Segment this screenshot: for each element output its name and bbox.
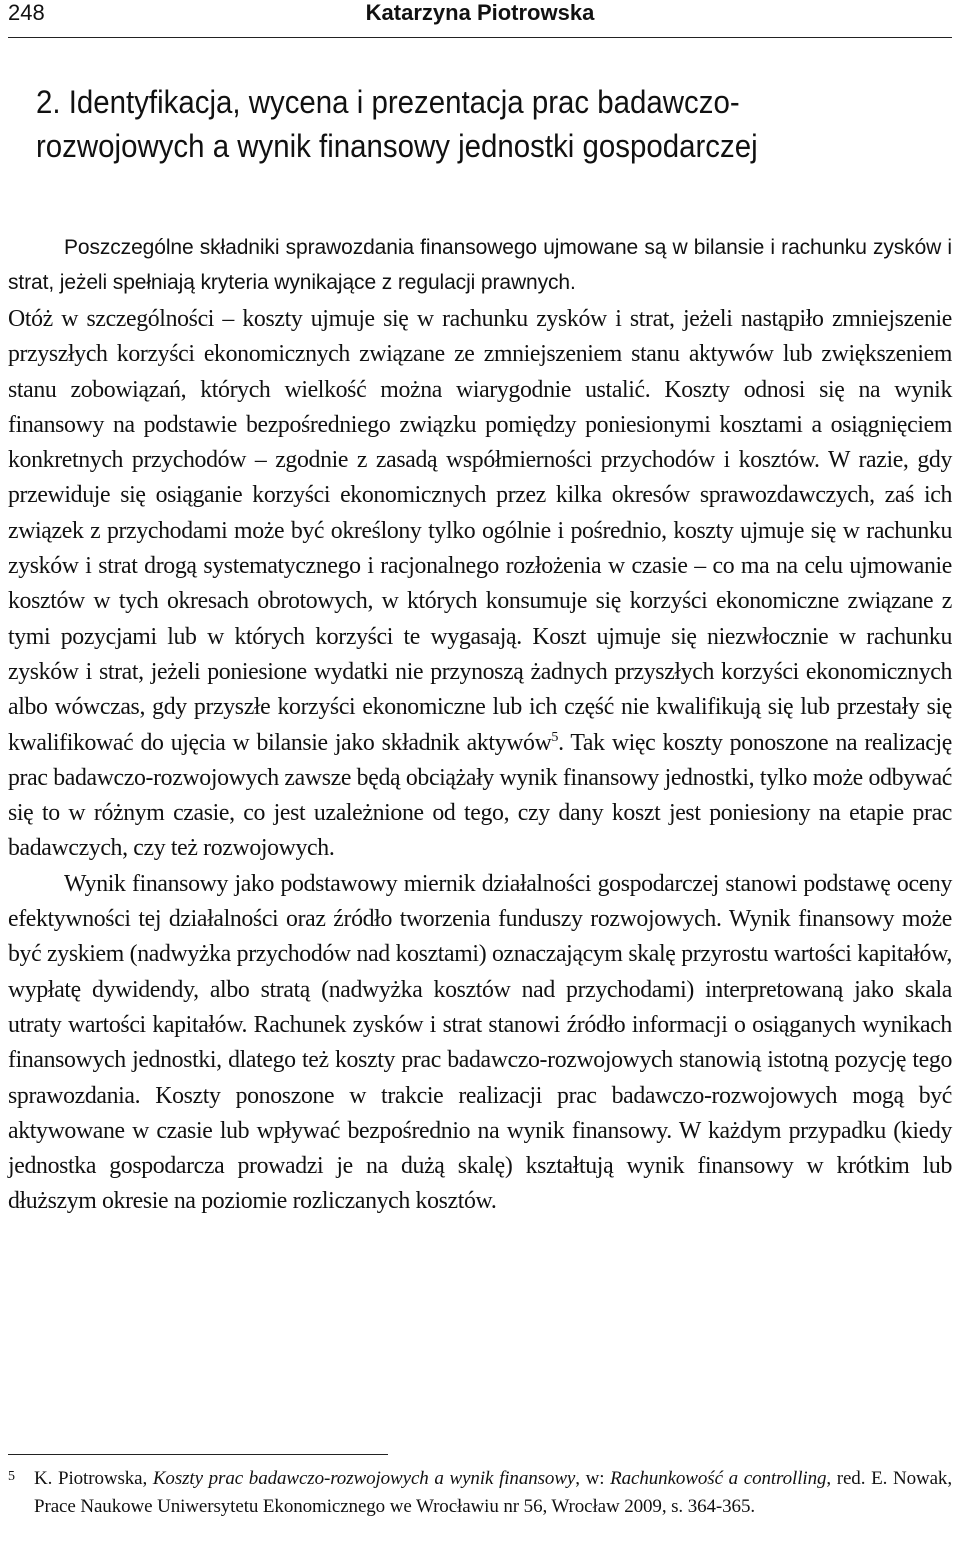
footnote-number: 5: [8, 1469, 15, 1484]
page-header: [8, 0, 952, 28]
paragraph-1-continuation: . Tak więc koszty ponoszone na realizację prac badawczo-rozwojowych zawsze będą obciążały wynik finansowy jednostki, tylko może odbywać się to w różnym czasie, co jest uzależnione od tego, czy dany koszt jest poniesiony na etapie prac badawczych, czy też rozwojowych.: [8, 729, 952, 862]
footnote-in: , w:: [575, 1468, 611, 1489]
footnote-text: [34, 1465, 952, 1521]
paragraph-1-text: Otóż w szczególności – koszty ujmuje się w rachunku zysków i strat, jeżeli nastąpiło zmniejszenie przyszłych korzyści ekonomicznych związane ze zmniejszeniem stanu aktywów lub zwiększeniem stanu zobowiązań, których wielkość można wiarygodnie ustalić. Koszty odnosi się na wynik finansowy na podstawie bezpośredniego związku pomiędzy poniesionymi kosztami a osiągnięciem konkretnych przychodów – zgodnie z zasadą współmierności przychodów i kosztów. W razie, gdy przewiduje się osiąganie korzyści ekonomicznych przez kilka okresów sprawozdawczych, zaś ich związek z przychodami może być określony tylko ogólnie i pośrednio, koszty ujmuje się w rachunku zysków i strat drogą systematycznego i racjonalnego rozłożenia w czasie – co ma na celu ujmowanie kosztów w tych okresach obrotowych, w których konsumuje się korzyści ekonomiczne związane z tymi pozycjami lub w których korzyści te wygasają. Koszt ujmuje się niezwłocznie w rachunku zysków i strat, jeżeli poniesione wydatki nie przynoszą żadnych przyszłych korzyści ekonomicznych albo wówczas, gdy przyszłe korzyści ekonomiczne lub ich część nie kwalifikują się lub przestały się kwalifikować do ujęcia w bilansie jako składnik aktywów: [8, 306, 952, 756]
paragraph-2: Wynik finansowy jako podstawowy miernik działalności gospodarczej stanowi podstawę oceny efektywności tej działalności oraz źródło tworzenia funduszy rozwojowych. Wynik finansowy może być zyskiem (nadwyżka przychodów nad kosztami) oznaczającym skalę przyrostu wartości kapitałów, wypłatę dywidendy, albo stratą (nadwyżka kosztów nad przychodami) interpretowaną jako skala utraty wartości kapitałów. Rachunek zysków i strat stanowi źródło informacji o osiąganych wynikach finansowych jednostki, dlatego też koszty prac badawczo-rozwojowych stanowią istotną pozycję tego sprawozdania. Koszty ponoszone w trakcie realizacji prac badawczo-rozwojowych mogą być aktywowane w czasie lub wpływać bezpośrednio na wynik finansowy. W każdym przypadku (kiedy jednostka gospodarcza prowadzi je na dużą skalę) kształtują wynik finansowy w krótkim lub dłuższym okresie na poziomie rozliczanych kosztów.: [8, 870, 952, 1215]
footnote-rest: , red. E. Nowak, Prace Naukowe Uniwersytetu Ekonomicznego we Wrocławiu nr 56, Wrocław 2009, s. 364-365.: [34, 1468, 952, 1517]
header-rule: [8, 37, 952, 38]
running-head: Katarzyna Piotrowska: [365, 0, 595, 25]
footnote-title: Koszty prac badawczo-rozwojowych a wynik finansowy: [152, 1468, 576, 1489]
footnote: [8, 1465, 952, 1521]
footnote-rule: [8, 1454, 388, 1455]
footnote-author: K. Piotrowska,: [34, 1468, 153, 1489]
paragraph-intro: Poszczególne składniki sprawozdania finansowego ujmowane są w bilansie i rachunku zysków i strat, jeżeli spełniają kryteria wynikające z regulacji prawnych.: [8, 236, 952, 294]
footnote-reference[interactable]: 5: [551, 729, 559, 745]
section-title: 2. Identyfikacja, wycena i prezentacja prac badawczo-rozwojowych a wynik finansowy jednostki gospodarczej: [36, 84, 758, 164]
footnote-book: Rachunkowość a controlling: [610, 1468, 827, 1489]
page-number: 248: [8, 0, 45, 25]
body-text: [8, 302, 952, 1220]
paragraph-1: [8, 302, 952, 867]
